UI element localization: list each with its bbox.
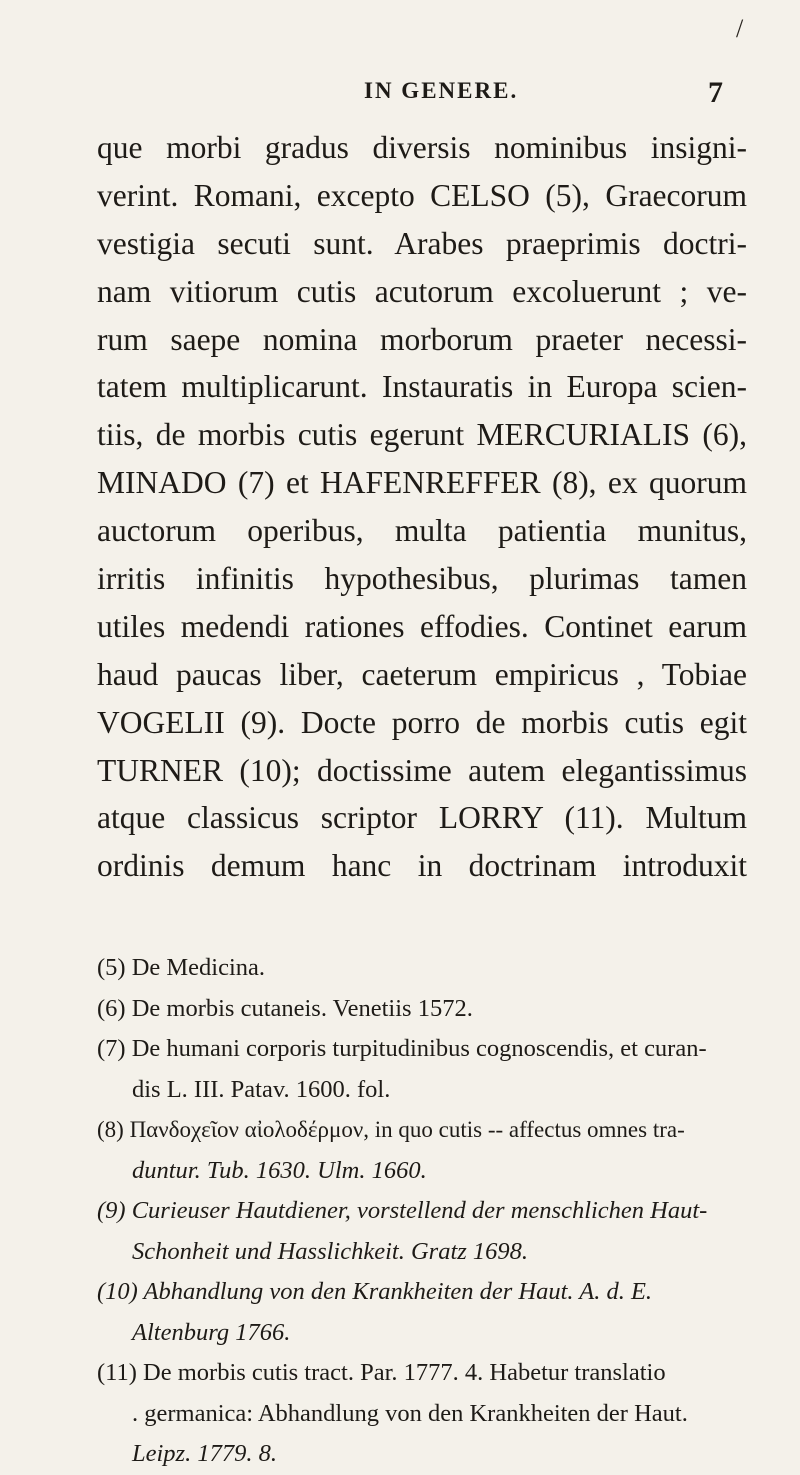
- page-number: 7: [708, 76, 723, 109]
- footnote-11-continued: . germanica: Abhandlung von den Krankheiten der Haut.: [132, 1399, 688, 1427]
- body-line: tiis, de morbis cutis egerunt MERCURIALIS (6),: [97, 417, 747, 453]
- body-line: auctorum operibus, multa patientia munitus,: [97, 513, 747, 549]
- body-line: atque classicus scriptor LORRY (11). Multum: [97, 800, 747, 836]
- body-line: nam vitiorum cutis acutorum excoluerunt ; ve-: [97, 273, 747, 309]
- footnote-10: (10) Abhandlung von den Krankheiten der Haut. A. d. E.: [97, 1278, 653, 1305]
- footnote-7-continued: dis L. III. Patav. 1600. fol.: [132, 1075, 391, 1103]
- body-line: MINADO (7) et HAFENREFFER (8), ex quorum: [97, 465, 747, 501]
- body-line: VOGELII (9). Docte porro de morbis cutis egit: [97, 704, 747, 740]
- footnote-8: (8) Πανδοχεῖον αἰολοδέρμον, in quo cutis -- affectus omnes tra-: [97, 1117, 685, 1142]
- body-line: TURNER (10); doctissime autem elegantissimus: [97, 752, 747, 788]
- footnote-6: (6) De morbis cutaneis. Venetiis 1572.: [97, 994, 473, 1022]
- body-line: ordinis demum hanc in doctrinam introduxit: [97, 848, 747, 884]
- body-line: rum saepe nomina morborum praeter necessi-: [97, 321, 747, 357]
- body-line: utiles medendi rationes effodies. Continet earum: [97, 608, 747, 644]
- body-text: [97, 124, 747, 890]
- body-line: que morbi gradus diversis nominibus insigni-: [97, 130, 747, 165]
- body-line: vestigia secuti sunt. Arabes praeprimis doctri-: [97, 225, 747, 261]
- body-line: irritis infinitis hypothesibus, plurimas tamen: [97, 561, 747, 597]
- footnotes: [97, 948, 757, 1475]
- footnote-5: (5) De Medicina.: [97, 954, 266, 981]
- footnote-11: (11) De morbis cutis tract. Par. 1777. 4. Habetur translatio: [97, 1359, 666, 1386]
- running-title: IN GENERE.: [364, 78, 519, 103]
- footnote-8-continued: duntur. Tub. 1630. Ulm. 1660.: [132, 1156, 427, 1184]
- footnote-9-continued: Schonheit und Hasslichkeit. Gratz 1698.: [132, 1237, 529, 1265]
- footnote-11-continued: Leipz. 1779. 8.: [132, 1440, 277, 1467]
- footnote-10-continued: Altenburg 1766.: [132, 1318, 291, 1346]
- running-head: [0, 14, 800, 112]
- footnote-9: (9) Curieuser Hautdiener, vorstellend der menschlichen Haut-: [97, 1197, 708, 1224]
- footnote-7: (7) De humani corporis turpitudinibus cognoscendis, et curan-: [97, 1035, 707, 1062]
- body-line: haud paucas liber, caeterum empiricus , Tobiae: [97, 656, 747, 692]
- body-line: verint. Romani, excepto CELSO (5), Graecorum: [97, 177, 747, 213]
- body-line: tatem multiplicarunt. Instauratis in Europa scien-: [97, 369, 747, 405]
- corner-mark: /: [736, 14, 744, 43]
